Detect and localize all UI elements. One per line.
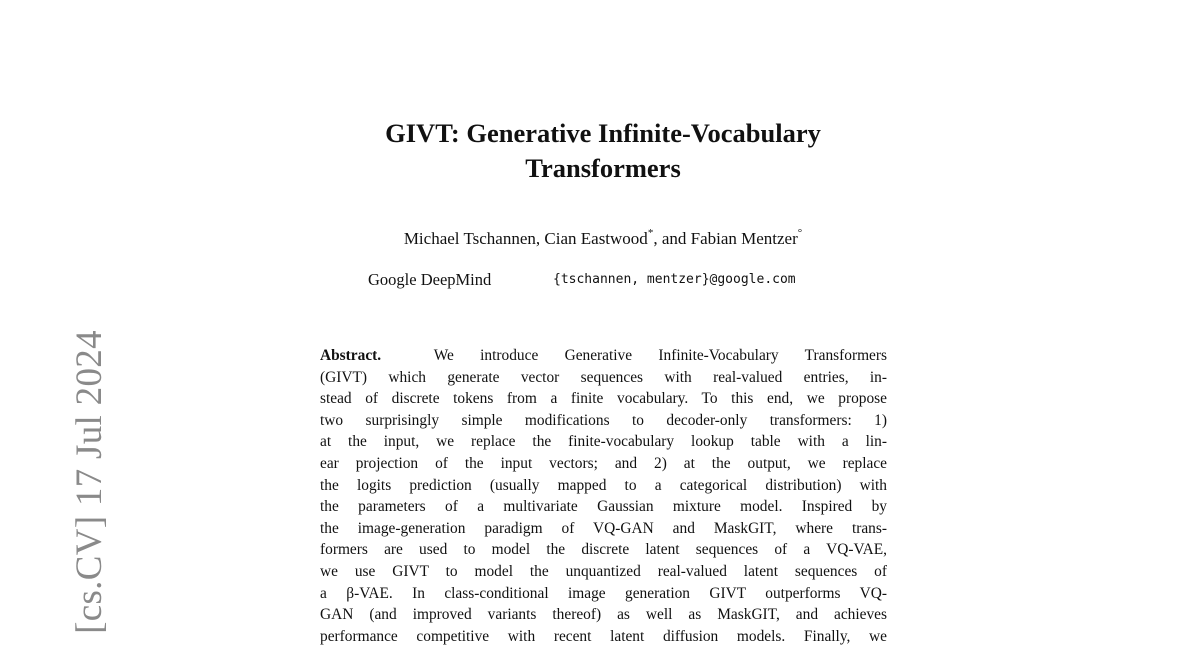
- author-names-part-1: Michael Tschannen, Cian Eastwood: [403, 229, 648, 248]
- affiliation: Google DeepMind: [368, 270, 492, 289]
- abstract-line: the image-generation paradigm of VQ-GAN and MaskGIT, where trans-: [320, 519, 887, 537]
- abstract-line: we use GIVT to model the unquantized real-valued latent sequences of: [320, 562, 887, 580]
- abstract-line: the parameters of a multivariate Gaussian mixture model. Inspired by: [320, 498, 887, 516]
- paper-title: [300, 116, 906, 186]
- author-names-part-2: , and Fabian Mentzer: [653, 229, 798, 248]
- arxiv-identifier-stamp: [cs.CV] 17 Jul 2024: [69, 330, 110, 634]
- abstract-line: GAN (and improved variants thereof) as well as MaskGIT, and achieves: [320, 606, 887, 624]
- abstract-line: the logits prediction (usually mapped to a categorical distribution) with: [320, 476, 887, 494]
- abstract-line: ear projection of the input vectors; and 2) at the output, we replace: [320, 454, 887, 472]
- paper-title-line-2: Transformers: [525, 153, 681, 183]
- abstract-line: Abstract. We introduce Generative Infinite-Vocabulary Transformers: [320, 347, 887, 364]
- abstract-line: performance competitive with recent latent diffusion models. Finally, we: [320, 627, 887, 645]
- abstract: [320, 345, 887, 647]
- paper-title-line-1: GIVT: Generative Infinite-Vocabulary: [385, 118, 821, 148]
- abstract-line: a β-VAE. In class-conditional image generation GIVT outperforms VQ-: [320, 584, 887, 602]
- abstract-line: stead of discrete tokens from a finite vocabulary. To this end, we propose: [320, 390, 887, 408]
- author-footnote-mark-1: *: [647, 227, 654, 239]
- abstract-line: (GIVT) which generate vector sequences with real-valued entries, in-: [320, 368, 887, 386]
- author-emails: {tschannen, mentzer}@google.com: [553, 272, 796, 287]
- author-footnote-mark-2: °: [797, 227, 803, 239]
- abstract-line: at the input, we replace the finite-vocabulary lookup table with a lin-: [320, 433, 887, 451]
- abstract-line: formers are used to model the discrete latent sequences of a VQ-VAE,: [320, 541, 887, 559]
- author-list: [300, 229, 906, 249]
- abstract-line: two surprisingly simple modifications to decoder-only transformers: 1): [320, 411, 887, 429]
- abstract-label: Abstract.: [320, 347, 382, 364]
